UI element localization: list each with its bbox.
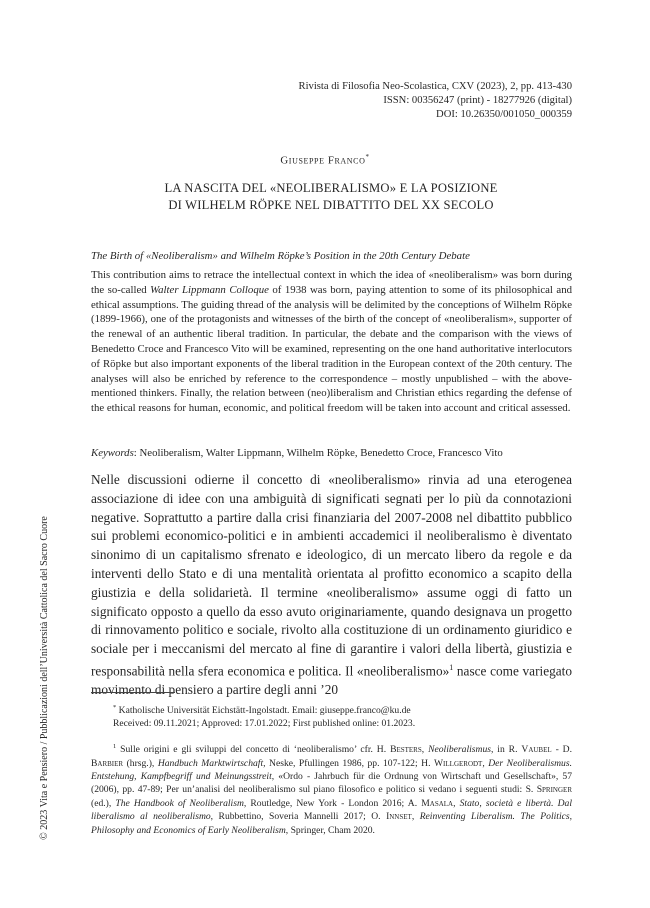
copyright-side-note	[38, 498, 54, 858]
fn2-text: , Routledge, New York - London 2016; A.	[243, 797, 422, 809]
fn2-author: Barbier	[91, 757, 124, 769]
abstract-text-pre: This contribution aims to retrace the intellectual context in which the idea of «neoliberalism» was born during the so-called	[91, 269, 572, 296]
body-text-b: nasce come variegato movimento di pensiero a partire degli anni ’20	[91, 663, 573, 698]
fn2-text: , «Ordo - Jahrbuch für die Ordnung von Wirtschaft und Gesellschaft», 57 (2006), pp. 47-89; Per un’analisi del neoliberalismo sul piano filosofico e politico si vedano i seguenti studi: S.	[91, 771, 572, 796]
fn2-text: Sulle origini e gli sviluppi del concetto di ‘neoliberalismo’ cfr. H.	[116, 744, 391, 756]
fn2-work: Stato, società e libertà. Dal liberalismo al neoliberalismo	[91, 797, 572, 823]
author-name: Giuseppe Franco	[280, 154, 366, 167]
abstract	[91, 268, 572, 416]
fn2-text: , Springer, Cham 2020.	[285, 824, 375, 836]
fn2-author: Besters	[390, 744, 422, 756]
title-line-2: DI WILHELM RÖPKE NEL DIBATTITO DEL XX SECOLO	[168, 198, 494, 212]
keywords	[91, 446, 572, 460]
fn2-text: ,	[411, 811, 420, 823]
fn2-work: Der Neoliberalismus. Entstehung, Kampfbegriff und Meinungsstreit	[91, 757, 572, 782]
fn2-text: (hrsg.),	[123, 757, 158, 769]
keywords-values: : Neoliberalism, Walter Lippmann, Wilhelm Röpke, Benedetto Croce, Francesco Vito	[133, 447, 503, 459]
journal-issn: ISSN: 00356247 (print) - 18277926 (digital)	[383, 95, 572, 106]
body-text-a: Nelle discussioni odierne il concetto di «neoliberalismo» rinvia ad una eterogenea associazione di idee con una ambiguità di significati segnati per lo più da connotazioni negative. Soprattutto a partire dalla crisi finanziaria del 2007-2008 nel dibattito pubblico sui problemi economico-politici e in ambienti accademici il neoliberalismo è diventato sinonimo di un capitalismo sfrenato e ideologico, di un mercato libero da regole e da interventi dello Stato e di una mentalità orientata al profitto economico a scapito della giustizia e della solidarietà. Il termine «neoliberalismo» assume oggi di fatto un significato opposto a quello da esso avuto originariamente, quando designava un progetto di rinnovamento politico e sociale, rivolto alla costituzione di un ordinamento giuridico e sociale per i meccanismi del mercato al fine di garantire i valori della libertà, giustizia e responsabilità nella sfera economica e politica. Il «neoliberalismo»	[91, 472, 572, 679]
fn2-text: , Rubbettino, Soveria Mannelli 2017; O.	[210, 811, 387, 823]
fn2-work: Neoliberalismus	[428, 744, 491, 756]
fn2-author: Springer	[536, 784, 572, 796]
fn2-author: Masala	[421, 797, 454, 809]
footnote-rule	[91, 692, 175, 693]
fn2-mark: 1	[113, 743, 117, 750]
fn2-text: , Neske, Pfullingen 1986, pp. 107-122; H.	[263, 757, 434, 769]
journal-citation: Rivista di Filosofia Neo-Scolastica, CXV (2023), 2, pp. 413-430	[298, 81, 572, 92]
article-author	[0, 153, 650, 167]
copyright-text: © 2023 Vita e Pensiero / Pubblicazioni dell’Università Cattolica del Sacro Cuore	[39, 516, 50, 840]
fn2-work: The Handbook of Neoliberalism	[115, 797, 244, 809]
abstract-italic-phrase: Walter Lippmann Colloque	[150, 283, 269, 296]
fn2-work: Handbuch Marktwirtschaft	[157, 757, 264, 769]
english-title: The Birth of «Neoliberalism» and Wilhelm Röpke’s Position in the 20th Century Debate	[91, 250, 470, 262]
fn2-author: Willgerodt	[434, 757, 483, 769]
keywords-label: Keywords	[91, 447, 134, 459]
fn2-text: , in R.	[490, 744, 522, 756]
fn2-text: ,	[482, 757, 489, 769]
fn2-text: ,	[453, 797, 460, 809]
journal-doi: DOI: 10.26350/001050_000359	[436, 109, 572, 120]
body-footnote-ref: 1	[449, 662, 454, 672]
fn2-text: (ed.),	[91, 797, 116, 809]
fn2-author: Vaubel	[521, 744, 552, 756]
fn1-affiliation: Katholische Universität Eichstätt-Ingolstadt. Email: giuseppe.franco@ku.de	[116, 705, 411, 717]
fn1-mark: *	[113, 704, 117, 711]
fn2-work: Reinventing Liberalism. The Politics, Philosophy and Economics of Early Neoliberalism	[91, 811, 572, 836]
article-title	[90, 180, 572, 214]
footnote-1	[91, 740, 572, 837]
title-line-1: LA NASCITA DEL «NEOLIBERALISMO» E LA POSIZIONE	[164, 181, 498, 195]
fn2-author: Innset	[386, 811, 412, 823]
fn1-dates: Received: 09.11.2021; Approved: 17.01.2022; First published online: 01.2023.	[113, 718, 416, 730]
author-footnote-mark: *	[365, 153, 370, 161]
journal-header	[172, 80, 572, 122]
footnote-author	[91, 701, 572, 730]
fn2-text: - D.	[551, 744, 573, 756]
body-paragraph	[91, 471, 572, 700]
fn2-text: ,	[421, 744, 429, 756]
abstract-text-post: of 1938 was born, paying attention to some of its philosophical and ethical assumptions. The guiding thread of the analysis will be delimited by the conceptions of Wilhelm Röpke (1899-1966), one of the protagonists and witnesses of the birth of the concept of «neoliberalism», supporter of the renewal of an authentic liberal tradition. In particular, the debate and the comparison with the views of Benedetto Croce and Francesco Vito will be examined, representing on the one hand authoritative interlocutors of Röpke but also important exponents of the liberal tradition in the European context of the 20th century. The analyses will also be enriched by reference to the correspondence – mostly unpublished – with the above-mentioned thinkers. Finally, the relation between (neo)liberalism and Christian ethics regarding the defense of the ethical reasons for human, economic, and political freedom will be taken into account and critical assessed.	[91, 283, 572, 415]
